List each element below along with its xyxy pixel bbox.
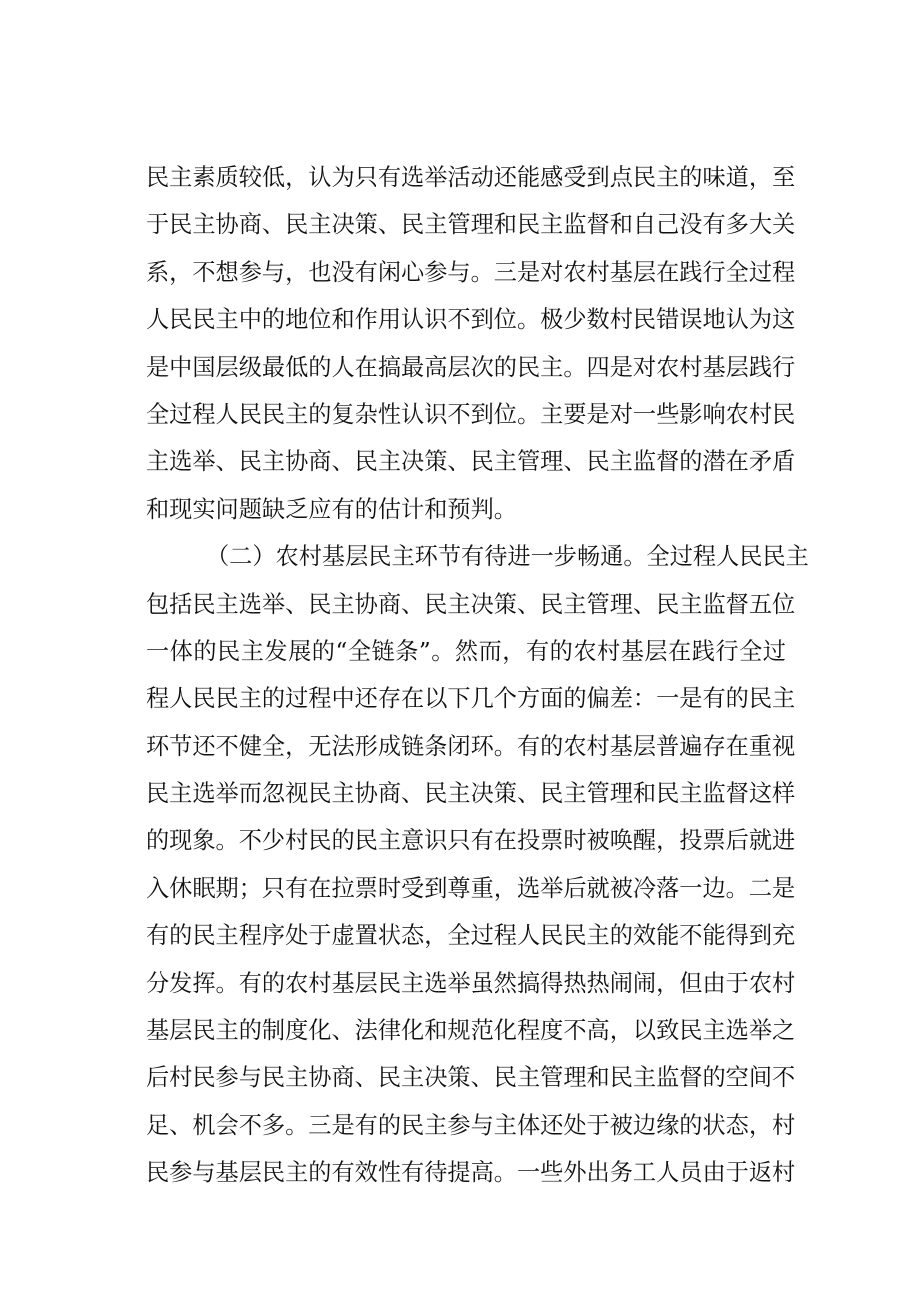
text-line: 民主素质较低，认为只有选举活动还能感受到点民主的味道，至 xyxy=(146,164,796,191)
text-line: 的现象。不少村民的民主意识只有在投票时被唤醒，投票后就进 xyxy=(146,827,796,855)
body-text xyxy=(146,154,809,1197)
text-line: 系，不想参与，也没有闲心参与。三是对农村基层在践行全过程 xyxy=(146,258,796,286)
text-line: 入休眠期；只有在拉票时受到尊重，选举后就被冷落一边。二是 xyxy=(146,874,796,902)
text-line: 分发挥。有的农村基层民主选举虽然搞得热热闹闹，但由于农村 xyxy=(146,969,796,997)
section-heading-line: （二）农村基层民主环节有待进一步畅通。全过程人民民主 xyxy=(206,543,809,571)
text-line: 程人民民主的过程中还存在以下几个方面的偏差：一是有的民主 xyxy=(146,685,796,713)
text-line: 后村民参与民主协商、民主决策、民主管理和民主监督的空间不 xyxy=(146,1064,796,1092)
text-line: 主选举、民主协商、民主决策、民主管理、民主监督的潜在矛盾 xyxy=(146,448,796,476)
text-line: 是中国层级最低的人在搞最高层次的民主。四是对农村基层践行 xyxy=(146,353,796,381)
text-line: 基层民主的制度化、法律化和规范化程度不高，以致民主选举之 xyxy=(146,1017,796,1045)
text-line: 民参与基层民主的有效性有待提高。一些外出务工人员由于返村 xyxy=(146,1159,796,1187)
paragraph-end-line: 和现实问题缺乏应有的估计和预判。 xyxy=(146,495,517,523)
text-line: 全过程人民民主的复杂性认识不到位。主要是对一些影响农村民 xyxy=(146,400,796,428)
text-line: 环节还不健全，无法形成链条闭环。有的农村基层普遍存在重视 xyxy=(146,732,796,760)
text-line: 足、机会不多。三是有的民主参与主体还处于被边缘的状态，村 xyxy=(146,1111,796,1139)
text-line: 于民主协商、民主决策、民主管理和民主监督和自己没有多大关 xyxy=(146,211,796,239)
text-line: 包括民主选举、民主协商、民主决策、民主管理、民主监督五位 xyxy=(146,590,796,618)
text-line: 人民民主中的地位和作用认识不到位。极少数村民错误地认为这 xyxy=(146,306,796,334)
text-line: 一体的民主发展的“全链条”。然而，有的农村基层在践行全过 xyxy=(146,637,786,665)
text-line: 有的民主程序处于虚置状态，全过程人民民主的效能不能得到充 xyxy=(146,922,796,950)
text-line: 民主选举而忽视民主协商、民主决策、民主管理和民主监督这样 xyxy=(146,780,796,808)
